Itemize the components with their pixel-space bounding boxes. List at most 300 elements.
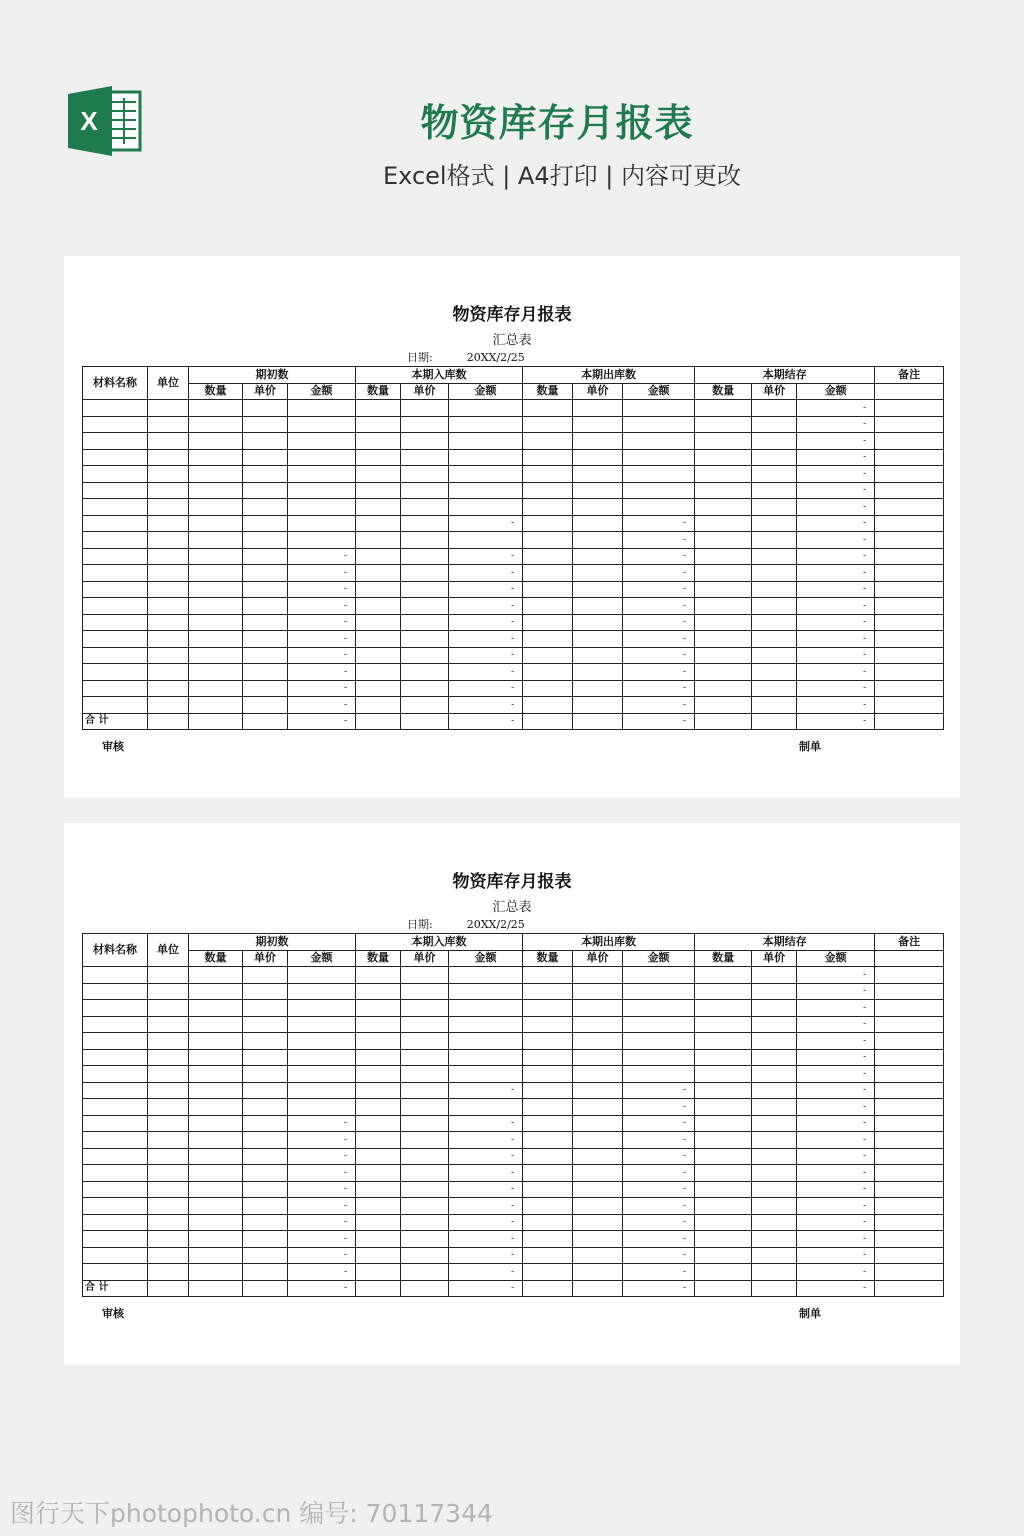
table-cell (523, 1066, 573, 1083)
col-group-in: 本期入库数 (356, 367, 523, 384)
table-cell (523, 697, 573, 714)
table-cell (523, 647, 573, 664)
table-cell (83, 1066, 148, 1083)
table-cell (148, 466, 189, 483)
amount-cell: - (797, 400, 875, 417)
amount-cell: - (288, 1247, 356, 1264)
table-cell (401, 433, 449, 450)
table-row (83, 664, 944, 681)
table-cell (189, 1214, 243, 1231)
table-cell (523, 548, 573, 565)
table-cell (752, 1066, 797, 1083)
table-cell (573, 433, 623, 450)
amount-cell (288, 1033, 356, 1050)
col-qty: 数量 (356, 950, 401, 967)
table-cell (356, 1231, 401, 1248)
table-cell (356, 1066, 401, 1083)
table-cell (83, 631, 148, 648)
table-cell (243, 433, 288, 450)
amount-cell: - (449, 697, 523, 714)
table-cell (148, 1082, 189, 1099)
table-cell (523, 1264, 573, 1281)
table-cell (243, 1165, 288, 1182)
table-cell (523, 1033, 573, 1050)
table-cell (875, 1148, 944, 1165)
col-group-opening: 期初数 (189, 367, 356, 384)
table-cell (752, 680, 797, 697)
table-cell (695, 1231, 752, 1248)
table-cell (189, 647, 243, 664)
table-cell (875, 598, 944, 615)
table-row (83, 400, 944, 417)
amount-cell: - (288, 680, 356, 697)
amount-cell: - (288, 581, 356, 598)
table-cell (243, 565, 288, 582)
table-cell (695, 1049, 752, 1066)
table-cell (83, 416, 148, 433)
table-cell (83, 449, 148, 466)
table-cell (83, 647, 148, 664)
amount-cell: - (288, 565, 356, 582)
table-row (83, 680, 944, 697)
amount-cell: - (797, 581, 875, 598)
amount-cell: - (623, 1214, 695, 1231)
amount-cell: - (623, 664, 695, 681)
table-cell (752, 1198, 797, 1215)
table-cell (695, 565, 752, 582)
amount-cell (449, 967, 523, 984)
col-group-opening: 期初数 (189, 934, 356, 951)
table-cell (189, 680, 243, 697)
amount-cell (288, 449, 356, 466)
table-cell (573, 967, 623, 984)
table-cell (189, 967, 243, 984)
table-cell (695, 416, 752, 433)
table-cell (189, 466, 243, 483)
table-row (83, 1148, 944, 1165)
table-row (83, 1264, 944, 1281)
table-cell (401, 664, 449, 681)
col-qty: 数量 (695, 950, 752, 967)
amount-cell: - (623, 1148, 695, 1165)
table-cell (695, 449, 752, 466)
table-cell (401, 631, 449, 648)
table-row (83, 581, 944, 598)
table-cell (573, 1082, 623, 1099)
table-cell (189, 1165, 243, 1182)
amount-cell: - (623, 548, 695, 565)
table-cell (189, 449, 243, 466)
table-cell (83, 1148, 148, 1165)
sheet-title: 物资库存月报表 (452, 305, 572, 325)
table-cell (752, 433, 797, 450)
col-qty: 数量 (189, 383, 243, 400)
amount-cell: - (449, 548, 523, 565)
table-cell (573, 1181, 623, 1198)
table-cell (148, 598, 189, 615)
table-cell (243, 1099, 288, 1116)
table-cell (875, 1214, 944, 1231)
table-row (83, 1165, 944, 1182)
amount-cell (623, 400, 695, 417)
amount-cell: - (797, 1099, 875, 1116)
col-material-name: 材料名称 (83, 934, 148, 967)
amount-cell: - (449, 1280, 523, 1297)
table-cell (356, 1000, 401, 1017)
table-cell (243, 1231, 288, 1248)
table-cell (573, 1000, 623, 1017)
table-cell (148, 1264, 189, 1281)
sheet-subtitle: 汇总表 (492, 900, 532, 915)
table-cell (401, 1132, 449, 1149)
table-row (83, 1198, 944, 1215)
table-cell (695, 482, 752, 499)
table-cell (752, 466, 797, 483)
table-cell (875, 614, 944, 631)
amount-cell: - (623, 1181, 695, 1198)
table-cell (356, 565, 401, 582)
table-cell (356, 515, 401, 532)
amount-cell: - (797, 697, 875, 714)
table-cell (695, 1280, 752, 1297)
col-unit: 单位 (148, 934, 189, 967)
amount-cell (623, 433, 695, 450)
table-cell (243, 1132, 288, 1149)
table-row (83, 1115, 944, 1132)
table-cell (752, 1231, 797, 1248)
amount-cell: - (623, 631, 695, 648)
table-cell (148, 1115, 189, 1132)
table-cell (189, 515, 243, 532)
table-cell (875, 697, 944, 714)
table-cell (243, 499, 288, 516)
table-cell (752, 515, 797, 532)
amount-cell (623, 1066, 695, 1083)
table-cell (573, 1066, 623, 1083)
table-cell (243, 647, 288, 664)
col-amount: 金额 (288, 383, 356, 400)
table-cell (189, 1099, 243, 1116)
table-cell (573, 1132, 623, 1149)
table-cell (148, 1181, 189, 1198)
amount-cell: - (449, 680, 523, 697)
table-cell (189, 1033, 243, 1050)
table-cell (401, 1016, 449, 1033)
table-cell (695, 598, 752, 615)
table-cell (401, 697, 449, 714)
table-cell (243, 697, 288, 714)
table-cell (83, 1181, 148, 1198)
table-row (83, 449, 944, 466)
amount-cell (623, 449, 695, 466)
table-cell (573, 1099, 623, 1116)
table-cell (83, 1264, 148, 1281)
sheet-1 (64, 256, 960, 798)
col-amount: 金额 (288, 950, 356, 967)
table-cell (148, 433, 189, 450)
table-cell (189, 713, 243, 730)
amount-cell (623, 1033, 695, 1050)
table-cell (523, 1247, 573, 1264)
table-cell (573, 1148, 623, 1165)
table-cell (356, 581, 401, 598)
date-label: 日期: (407, 918, 433, 931)
table-cell (148, 1214, 189, 1231)
table-cell (695, 1000, 752, 1017)
table-cell (401, 1198, 449, 1215)
table-cell (83, 1165, 148, 1182)
table-cell (523, 515, 573, 532)
table-cell (356, 598, 401, 615)
table-cell (356, 1247, 401, 1264)
table-cell (875, 664, 944, 681)
table-cell (875, 466, 944, 483)
table-cell (401, 581, 449, 598)
table-cell (401, 400, 449, 417)
table-cell (523, 1132, 573, 1149)
table-cell (875, 532, 944, 549)
table-cell (243, 466, 288, 483)
table-cell (695, 1264, 752, 1281)
amount-cell: - (623, 1198, 695, 1215)
col-amount: 金额 (449, 950, 523, 967)
table-cell (523, 1016, 573, 1033)
table-cell (189, 1115, 243, 1132)
table-cell (752, 1016, 797, 1033)
table-cell (695, 680, 752, 697)
table-cell (189, 1231, 243, 1248)
amount-cell (449, 1000, 523, 1017)
table-cell (573, 713, 623, 730)
remarks-sub (875, 950, 944, 967)
amount-cell: - (797, 983, 875, 1000)
table-cell (875, 1066, 944, 1083)
table-row (83, 466, 944, 483)
table-cell (356, 614, 401, 631)
table-cell (148, 449, 189, 466)
col-remarks: 备注 (875, 367, 944, 384)
table-row (83, 1000, 944, 1017)
table-cell (401, 565, 449, 582)
table-cell (523, 680, 573, 697)
table-cell (695, 1247, 752, 1264)
amount-cell (288, 466, 356, 483)
amount-cell: - (797, 1231, 875, 1248)
table-row (83, 1214, 944, 1231)
amount-cell: - (797, 1049, 875, 1066)
table-cell (148, 1066, 189, 1083)
table-cell (523, 532, 573, 549)
table-row (83, 647, 944, 664)
amount-cell (449, 499, 523, 516)
table-cell (523, 581, 573, 598)
table-cell (752, 548, 797, 565)
table-cell (243, 532, 288, 549)
amount-cell: - (449, 1132, 523, 1149)
table-cell (875, 1132, 944, 1149)
table-cell (573, 565, 623, 582)
table-cell (148, 532, 189, 549)
table-cell (356, 647, 401, 664)
table-cell (189, 416, 243, 433)
table-row (83, 532, 944, 549)
table-cell (243, 983, 288, 1000)
amount-cell: - (623, 1099, 695, 1116)
table-cell (695, 1082, 752, 1099)
table-cell (243, 1115, 288, 1132)
amount-cell: - (623, 515, 695, 532)
table-cell (83, 499, 148, 516)
table-cell (523, 713, 573, 730)
amount-cell: - (288, 664, 356, 681)
amount-cell: - (797, 647, 875, 664)
amount-cell (288, 532, 356, 549)
table-cell (573, 532, 623, 549)
table-cell (401, 1231, 449, 1248)
amount-cell: - (288, 1280, 356, 1297)
table-cell (752, 631, 797, 648)
table-cell (148, 680, 189, 697)
amount-cell: - (623, 647, 695, 664)
table-row (83, 631, 944, 648)
amount-cell: - (797, 598, 875, 615)
table-cell (83, 581, 148, 598)
table-row (83, 1132, 944, 1149)
col-unit: 单位 (148, 367, 189, 400)
table-cell (573, 416, 623, 433)
table-cell (401, 967, 449, 984)
table-cell (401, 416, 449, 433)
table-cell (752, 1247, 797, 1264)
table-cell (356, 400, 401, 417)
table-cell (523, 449, 573, 466)
amount-cell: - (797, 1033, 875, 1050)
col-material-name: 材料名称 (83, 367, 148, 400)
table-cell (752, 565, 797, 582)
table-cell (401, 680, 449, 697)
table-cell (243, 400, 288, 417)
table-cell (356, 1198, 401, 1215)
table-cell (243, 548, 288, 565)
amount-cell: - (623, 713, 695, 730)
amount-cell (449, 416, 523, 433)
table-cell (573, 515, 623, 532)
table-row (83, 967, 944, 984)
table-cell (189, 1247, 243, 1264)
table-row (83, 598, 944, 615)
table-cell (695, 631, 752, 648)
col-price: 单价 (401, 950, 449, 967)
table-cell (401, 449, 449, 466)
table-cell (875, 1198, 944, 1215)
table-cell (243, 581, 288, 598)
amount-cell: - (288, 1115, 356, 1132)
table-cell (401, 598, 449, 615)
table-cell (401, 532, 449, 549)
inventory-table (82, 366, 944, 730)
table-cell (695, 1016, 752, 1033)
table-cell (875, 1247, 944, 1264)
table-row (83, 515, 944, 532)
table-cell (573, 449, 623, 466)
table-cell (189, 499, 243, 516)
sheet-2 (64, 823, 960, 1365)
table-cell (523, 416, 573, 433)
amount-cell: - (449, 1264, 523, 1281)
table-cell (356, 664, 401, 681)
amount-cell: - (623, 697, 695, 714)
table-cell (695, 1066, 752, 1083)
table-cell (523, 1148, 573, 1165)
table-cell (875, 647, 944, 664)
table-cell (401, 614, 449, 631)
col-price: 单价 (752, 950, 797, 967)
table-cell (401, 1099, 449, 1116)
amount-cell: - (449, 1115, 523, 1132)
table-cell (523, 499, 573, 516)
table-cell (401, 466, 449, 483)
table-cell (243, 598, 288, 615)
col-qty: 数量 (695, 383, 752, 400)
table-cell (875, 581, 944, 598)
table-cell (148, 1049, 189, 1066)
table-row (83, 1082, 944, 1099)
amount-cell: - (797, 1165, 875, 1182)
table-cell (243, 1082, 288, 1099)
amount-cell (449, 1066, 523, 1083)
amount-cell (623, 983, 695, 1000)
table-cell (189, 482, 243, 499)
col-group-in: 本期入库数 (356, 934, 523, 951)
table-row (83, 1231, 944, 1248)
col-group-closing: 本期结存 (695, 934, 875, 951)
table-cell (189, 664, 243, 681)
table-row (83, 1066, 944, 1083)
table-cell (875, 1264, 944, 1281)
amount-cell: - (449, 1198, 523, 1215)
table-cell (752, 1148, 797, 1165)
amount-cell (623, 967, 695, 984)
table-cell (573, 1115, 623, 1132)
table-row (83, 1016, 944, 1033)
table-row (83, 1099, 944, 1116)
table-cell (875, 1181, 944, 1198)
amount-cell: - (797, 664, 875, 681)
watermark: 图行天下photophoto.cn 编号: 70117344 (10, 1499, 493, 1528)
date-row (407, 349, 525, 365)
amount-cell: - (288, 1165, 356, 1182)
table-cell (875, 1280, 944, 1297)
table-cell (752, 1000, 797, 1017)
amount-cell (449, 466, 523, 483)
table-cell (356, 983, 401, 1000)
amount-cell: - (623, 598, 695, 615)
table-cell (752, 1280, 797, 1297)
table-cell (875, 1000, 944, 1017)
total-label: 合 计 (83, 713, 148, 730)
table-cell (875, 400, 944, 417)
amount-cell: - (797, 433, 875, 450)
amount-cell: - (797, 1247, 875, 1264)
table-cell (189, 1049, 243, 1066)
table-cell (401, 1264, 449, 1281)
table-cell (356, 1016, 401, 1033)
table-cell (83, 1247, 148, 1264)
table-cell (83, 664, 148, 681)
table-cell (148, 1280, 189, 1297)
table-cell (148, 400, 189, 417)
table-cell (356, 1214, 401, 1231)
